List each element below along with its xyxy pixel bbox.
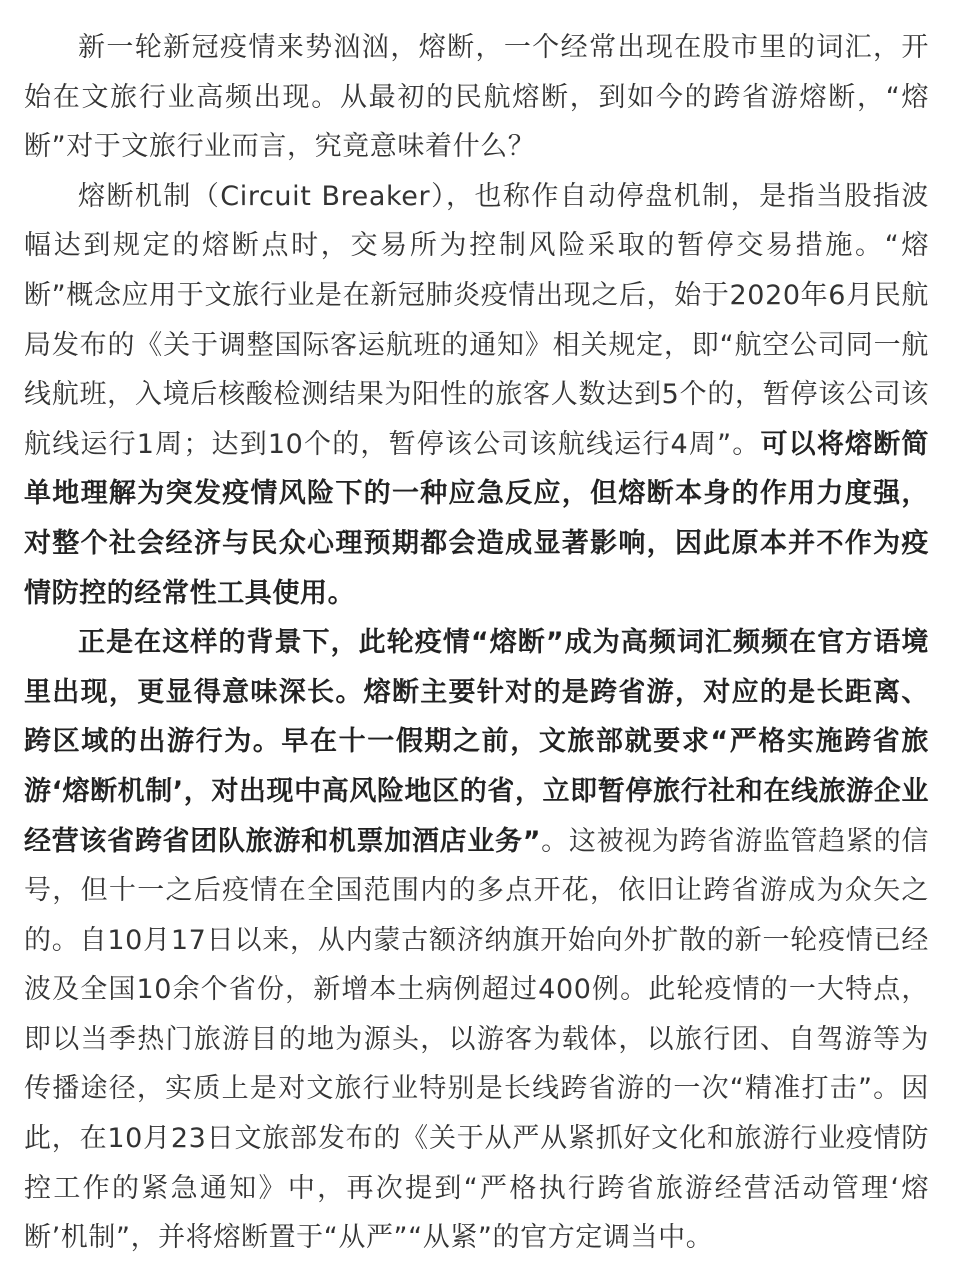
paragraph-background	[24, 618, 929, 1263]
paragraph-intro	[24, 23, 929, 172]
paragraph-intro-text: 新一轮新冠疫情来势汹汹，熔断，一个经常出现在股市里的词汇，开始在文旅行业高频出现。从最初的民航熔断，到如今的跨省游熔断，“熔断”对于文旅行业而言，究竟意味着什么？	[24, 32, 929, 163]
paragraph-circuit-breaker-text: 熔断机制（Circuit Breaker），也称作自动停盘机制，是指当股指波幅达到规定的熔断点时，交易所为控制风险采取的暂停交易措施。“熔断”概念应用于文旅行业是在新冠肺炎疫情出现之后，始于2020年6月民航局发布的《关于调整国际客运航班的通知》相关规定，即“航空公司同一航线航班，入境后核酸检测结果为阳性的旅客人数达到5个的，暂停该公司该航线运行1周；达到10个的，暂停该公司该航线运行4周”。	[24, 180, 929, 460]
paragraph-circuit-breaker	[24, 172, 929, 618]
paragraph-background-text: 。这被视为跨省游监管趋紧的信号，但十一之后疫情在全国范围内的多点开花，依旧让跨省游成为众矢之的。自10月17日以来，从内蒙古额济纳旗开始向外扩散的新一轮疫情已经波及全国10余个省份，新增本土病例超过400例。此轮疫情的一大特点，即以当季热门旅游目的地为源头，以游客为载体，以旅行团、自驾游等为传播途径，实质上是对文旅行业特别是长线跨省游的一次“精准打击”。因此，在10月23日文旅部发布的《关于从严从紧抓好文化和旅游行业疫情防控工作的紧急通知》中，再次提到“严格执行跨省旅游经营活动管理‘熔断’机制”，并将熔断置于“从严”“从紧”的官方定调当中。	[24, 825, 929, 1254]
paragraph-circuit-breaker-emphasis: 可以将熔断简单地理解为突发疫情风险下的一种应急反应，但熔断本身的作用力度强，对整个社会经济与民众心理预期都会造成显著影响，因此原本并不作为疫情防控的经常性工具使用。	[24, 428, 930, 609]
paragraph-background-emphasis: 正是在这样的背景下，此轮疫情“熔断”成为高频词汇频频在官方语境里出现，更显得意味深长。熔断主要针对的是跨省游，对应的是长距离、跨区域的出游行为。早在十一假期之前，文旅部就要求“严格实施跨省旅游‘熔断机制’，对出现中高风险地区的省，立即暂停旅行社和在线旅游企业经营该省跨省团队旅游和机票加酒店业务”	[24, 627, 929, 857]
